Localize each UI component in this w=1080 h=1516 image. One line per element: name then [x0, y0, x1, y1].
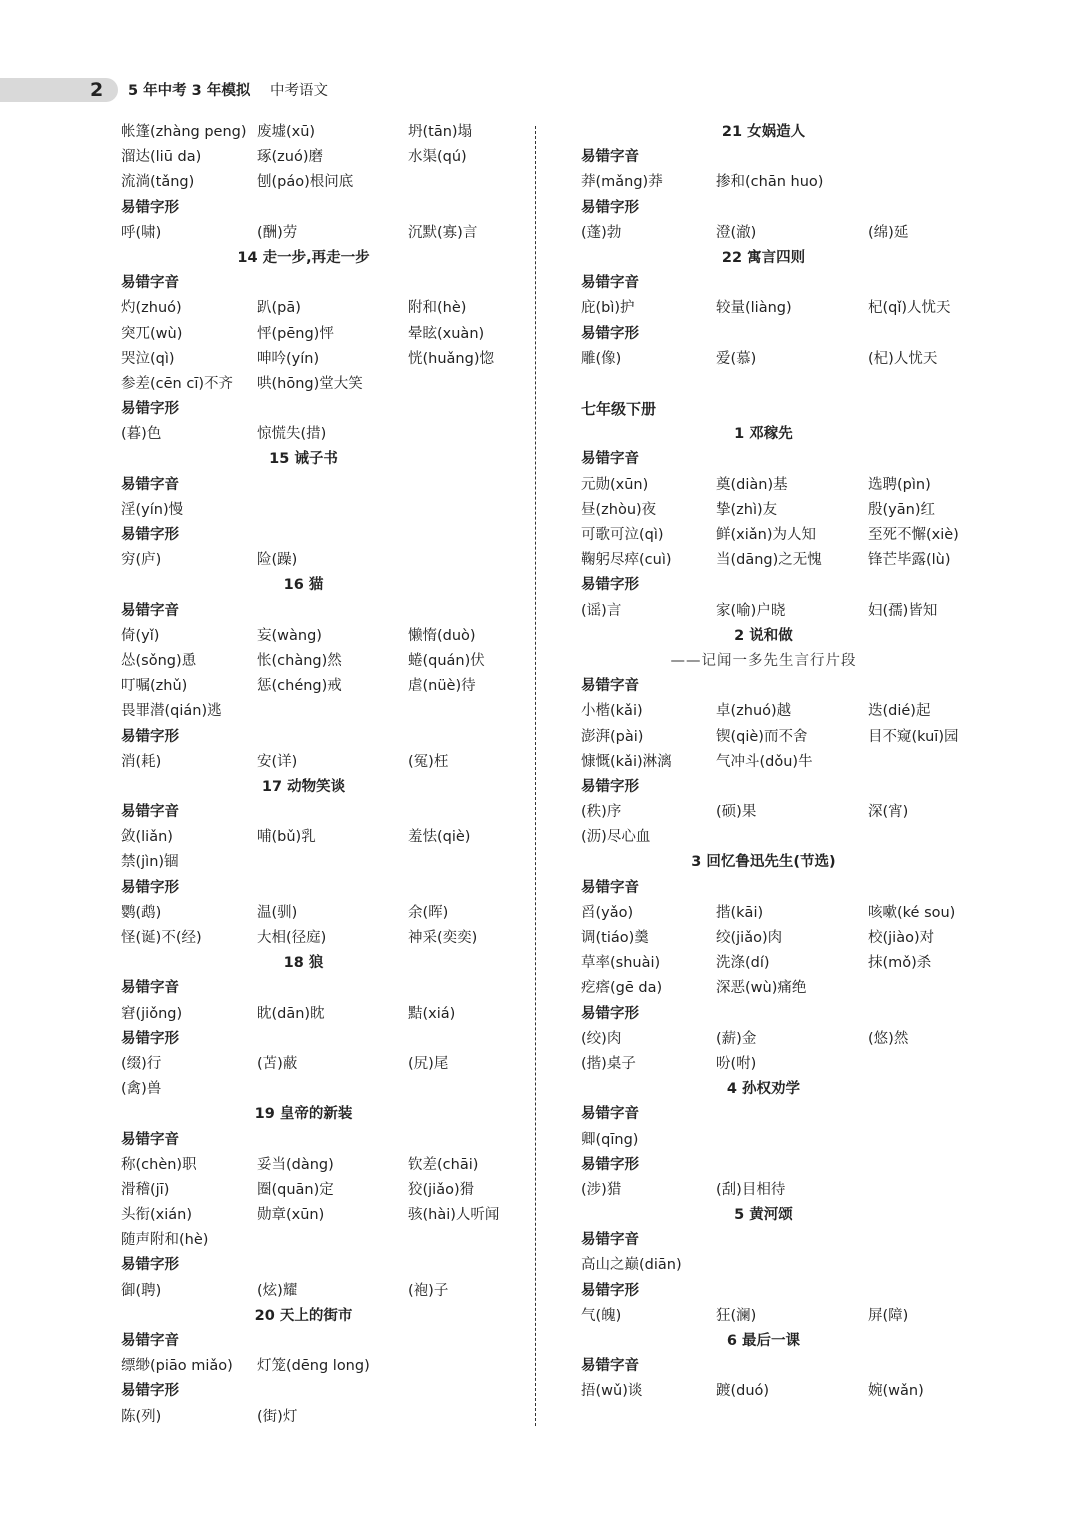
vocab-item: 废墟(xū)	[257, 124, 316, 140]
page-header	[0, 78, 1080, 104]
vocab-item: 至死不懈(xiè)	[868, 527, 959, 543]
section-label: 易错字音	[121, 275, 179, 292]
vocab-row	[581, 976, 1001, 1001]
vocab-row	[121, 1279, 541, 1304]
vocab-item: (街)灯	[257, 1408, 298, 1425]
vocab-row	[581, 750, 1001, 775]
vocab-item: 惩(chéng)戒	[257, 678, 342, 695]
vocab-item: (缀)行	[121, 1055, 162, 1072]
lesson-title: 19 皇帝的新装	[254, 1106, 353, 1123]
section-label: 易错字形	[581, 1282, 639, 1299]
vocab-item: 殷(yān)红	[868, 501, 935, 518]
vocab-row	[581, 1379, 1001, 1404]
vocab-item: 温(驯)	[257, 904, 298, 921]
vocab-row	[121, 1052, 541, 1077]
vocab-row	[121, 498, 541, 523]
vocab-row	[121, 1077, 541, 1102]
vocab-item: 帐篷(zhàng peng)	[121, 124, 247, 140]
vocab-item: 小楷(kǎi)	[581, 703, 643, 720]
vocab-item: 钦差(chāi)	[408, 1156, 479, 1173]
vocab-item: (蓬)勃	[581, 224, 622, 241]
section-label: 易错字形	[121, 199, 179, 216]
vocab-item: 舀(yǎo)	[581, 904, 634, 921]
vocab-item: 沉默(寡)言	[408, 224, 478, 241]
vocab-item: 狡(jiǎo)猾	[408, 1181, 475, 1198]
vocab-item: 莽(mǎng)莽	[581, 174, 663, 191]
vocab-item: 调(tiáo)羹	[581, 930, 649, 946]
vocab-item: (酬)劳	[257, 224, 298, 241]
vocab-item: 雕(像)	[581, 350, 622, 367]
vocab-item: 神采(奕奕)	[408, 930, 478, 946]
vocab-item: 奠(diàn)基	[716, 476, 788, 493]
vocab-item: 爱(慕)	[716, 350, 757, 367]
vocab-item: (尻)尾	[408, 1055, 449, 1072]
vocab-item: (禽)兽	[121, 1081, 162, 1098]
vocab-item: 趴(pā)	[257, 300, 301, 317]
vocab-item: 可歌可泣(qì)	[581, 527, 664, 543]
lesson-title: 5 黄河颂	[734, 1207, 793, 1224]
section-label: 易错字形	[121, 879, 179, 896]
vocab-item: 气冲斗(dǒu)牛	[716, 753, 813, 770]
lesson-title: 4 孙权劝学	[726, 1081, 801, 1098]
vocab-item: 卓(zhuó)越	[716, 703, 792, 720]
vocab-row	[121, 145, 541, 170]
vocab-row	[121, 1228, 541, 1253]
vocab-row	[581, 1027, 1001, 1052]
vocab-item: 庇(bì)护	[581, 300, 635, 317]
vocab-row	[581, 901, 1001, 926]
vocab-row	[581, 498, 1001, 523]
section-label: 易错字形	[121, 1383, 179, 1400]
vocab-row	[121, 1354, 541, 1379]
vocab-item: 滑稽(jī)	[121, 1181, 170, 1198]
vocab-item: (暮)色	[121, 426, 162, 443]
vocab-row	[581, 825, 1001, 850]
vocab-item: 慷慨(kǎi)淋漓	[581, 753, 672, 770]
section-label: 易错字形	[121, 728, 179, 745]
vocab-item: 昼(zhòu)夜	[581, 501, 657, 518]
vocab-item: 哺(bǔ)乳	[257, 829, 316, 846]
lesson-title: 20 天上的街市	[254, 1307, 353, 1324]
vocab-item: 余(晖)	[408, 904, 449, 921]
vocab-item: 敛(liǎn)	[121, 829, 173, 846]
vocab-item: (悠)然	[868, 1030, 909, 1047]
vocab-item: 叮嘱(zhǔ)	[121, 678, 188, 695]
section-label: 易错字音	[121, 1333, 179, 1349]
section-label: 易错字形	[581, 1156, 639, 1173]
vocab-item: 气(魄)	[581, 1307, 622, 1324]
section-label: 易错字形	[581, 325, 639, 342]
vocab-row	[121, 347, 541, 372]
vocab-item: 迭(dié)起	[868, 703, 931, 720]
vocab-item: 高山之巅(diān)	[581, 1257, 682, 1274]
vocab-item: 元勋(xūn)	[581, 476, 649, 493]
lesson-title: 1 邓稼先	[734, 426, 793, 443]
vocab-item: 窘(jiǒng)	[121, 1005, 183, 1022]
vocab-item: 陈(列)	[121, 1408, 162, 1425]
vocab-item: (冤)枉	[408, 753, 449, 770]
section-label: 易错字音	[581, 678, 639, 695]
vocab-row	[121, 1153, 541, 1178]
section-label: 易错字音	[581, 1232, 639, 1249]
vocab-item: 妇(孺)皆知	[868, 602, 938, 619]
vocab-item: 卿(qīng)	[581, 1131, 639, 1148]
vocab-row	[581, 1253, 1001, 1278]
vocab-item: 穷(庐)	[121, 552, 162, 569]
vocab-row	[121, 926, 541, 951]
vocab-row	[581, 170, 1001, 195]
vocab-row	[121, 750, 541, 775]
vocab-item: 水渠(qú)	[408, 149, 467, 166]
vocab-row	[121, 649, 541, 674]
vocab-item: 坍(tān)塌	[408, 124, 473, 140]
vocab-row	[121, 170, 541, 195]
vocab-row	[121, 901, 541, 926]
section-label: 易错字音	[581, 1106, 639, 1123]
vocab-item: 深恶(wù)痛绝	[716, 980, 807, 997]
vocab-item: 绞(jiǎo)肉	[716, 930, 783, 946]
vocab-item: 妥当(dàng)	[257, 1156, 334, 1173]
vocab-item: 踱(duó)	[716, 1383, 770, 1400]
vocab-row	[121, 1405, 541, 1430]
vocab-row	[581, 523, 1001, 548]
vocab-item: (揩)桌子	[581, 1055, 636, 1072]
section-label: 易错字形	[581, 577, 639, 594]
vocab-item: 深(宵)	[868, 804, 909, 821]
vocab-item: 草率(shuài)	[581, 955, 661, 972]
vocab-row	[121, 221, 541, 246]
vocab-item: 倚(yǐ)	[121, 627, 160, 644]
vocab-item: 附和(hè)	[408, 300, 467, 317]
vocab-row	[121, 296, 541, 321]
vocab-item: 哭泣(qì)	[121, 350, 175, 367]
lesson-title: 14 走一步,再走一步	[237, 249, 370, 266]
vocab-row	[581, 347, 1001, 372]
vocab-item: 懒惰(duò)	[408, 627, 476, 644]
vocab-item: 呼(啸)	[121, 224, 162, 241]
vocab-item: 蜷(quán)伏	[408, 652, 485, 669]
vocab-item: 禁(jìn)锢	[121, 854, 179, 871]
vocab-item: 怅(chàng)然	[257, 652, 342, 669]
vocab-item: 疙瘩(gē da)	[581, 980, 663, 997]
lesson-title: 21 女娲造人	[721, 124, 806, 140]
vocab-item: (杞)人忧天	[868, 350, 938, 367]
vocab-item: 抹(mǒ)杀	[868, 955, 932, 972]
vocab-item: 鲜(xiǎn)为人知	[716, 527, 816, 543]
vocab-item: (绵)延	[868, 224, 909, 241]
vocab-item: 怪(诞)不(经)	[121, 930, 202, 946]
vocab-item: 黠(xiá)	[408, 1005, 456, 1022]
vocab-item: 呻吟(yín)	[257, 350, 320, 367]
vocab-item: (刮)目相待	[716, 1181, 786, 1198]
vocab-item: 安(详)	[257, 753, 298, 770]
vocab-item: (袍)子	[408, 1282, 449, 1299]
vocab-item: (沥)尽心血	[581, 829, 651, 846]
vocab-row	[121, 322, 541, 347]
lesson-title: 18 狼	[283, 955, 324, 972]
vocab-item: (炫)耀	[257, 1282, 298, 1299]
vocab-item: 目不窥(kuī)园	[868, 728, 959, 745]
section-label: 易错字音	[581, 451, 639, 468]
vocab-row	[581, 473, 1001, 498]
vocab-item: 晕眩(xuàn)	[408, 325, 485, 342]
vocab-item: 挚(zhì)友	[716, 501, 778, 518]
vocab-item: (薪)金	[716, 1030, 757, 1047]
subject-label: 中考语文	[270, 83, 328, 99]
vocab-row	[121, 850, 541, 875]
section-label: 易错字音	[121, 476, 179, 493]
section-label: 易错字形	[121, 527, 179, 543]
vocab-row	[581, 296, 1001, 321]
vocab-item: 圈(quān)定	[257, 1181, 334, 1198]
vocab-item: (绞)肉	[581, 1030, 622, 1047]
left-column	[121, 120, 541, 1430]
vocab-item: 参差(cēn cī)不齐	[121, 375, 234, 392]
vocab-item: 捂(wǔ)谈	[581, 1383, 643, 1400]
section-label: 易错字音	[581, 879, 639, 896]
book-title: 5 年中考 3 年模拟	[128, 83, 251, 99]
section-label: 易错字形	[121, 1257, 179, 1274]
vocab-row	[581, 725, 1001, 750]
vocab-row	[121, 1203, 541, 1228]
vocab-row	[581, 599, 1001, 624]
vocab-row	[581, 926, 1001, 951]
vocab-item: 灯笼(dēng long)	[257, 1358, 370, 1375]
section-label: 易错字形	[121, 401, 179, 418]
vocab-row	[581, 1304, 1001, 1329]
vocab-item: 锲(qiè)而不舍	[716, 728, 808, 745]
section-label: 易错字音	[121, 602, 179, 619]
vocab-row	[121, 825, 541, 850]
spacer	[581, 372, 1001, 397]
vocab-item: 掺和(chān huo)	[716, 174, 824, 191]
vocab-item: 家(喻)户晓	[716, 602, 786, 619]
vocab-item: 随声附和(hè)	[121, 1232, 209, 1249]
vocab-item: (苫)蔽	[257, 1055, 298, 1072]
vocab-item: 咳嗽(ké sou)	[868, 904, 956, 921]
vocab-item: 选聘(pìn)	[868, 476, 931, 493]
vocab-row	[581, 951, 1001, 976]
lesson-title: 3 回忆鲁迅先生(节选)	[691, 854, 836, 871]
vocab-row	[121, 624, 541, 649]
vocab-item: 揩(kāi)	[716, 904, 764, 921]
vocab-row	[121, 120, 541, 145]
vocab-row	[121, 1002, 541, 1027]
vocab-item: 杞(qǐ)人忧天	[868, 300, 951, 317]
vocab-item: 妄(wàng)	[257, 627, 322, 644]
section-label: 易错字音	[581, 149, 639, 166]
vocab-row	[581, 221, 1001, 246]
vocab-item: 鞠躬尽瘁(cuì)	[581, 552, 672, 569]
vocab-item: 畏罪潜(qián)逃	[121, 703, 222, 720]
vocab-item: 骇(hài)人听闻	[408, 1207, 500, 1224]
vocab-item: 突兀(wù)	[121, 325, 183, 342]
section-label: 易错字音	[121, 804, 179, 821]
vocab-item: 锋芒毕露(lù)	[868, 552, 951, 569]
vocab-row	[581, 1178, 1001, 1203]
vocab-item: (秩)序	[581, 804, 622, 821]
vocab-item: 洗涤(dí)	[716, 955, 770, 972]
vocab-row	[121, 422, 541, 447]
lesson-title: 17 动物笑谈	[261, 778, 346, 795]
section-label: 易错字形	[581, 1005, 639, 1022]
vocab-item: 屏(障)	[868, 1307, 909, 1324]
vocab-row	[121, 1178, 541, 1203]
lesson-title: 22 寓言四则	[721, 249, 806, 266]
vocab-item: 灼(zhuó)	[121, 300, 182, 317]
vocab-item: 缥缈(piāo miǎo)	[121, 1358, 233, 1375]
vocab-item: 淫(yín)慢	[121, 501, 184, 518]
lesson-title: 15 诫子书	[269, 451, 338, 468]
vocab-row	[581, 699, 1001, 724]
vocab-item: 恍(huǎng)惚	[408, 350, 494, 367]
vocab-item: 当(dāng)之无愧	[716, 552, 822, 569]
vocab-item: 较量(liàng)	[716, 300, 792, 317]
vocab-item: 眈(dān)眈	[257, 1005, 325, 1022]
vocab-item: 惊慌失(措)	[257, 426, 327, 443]
vocab-row	[121, 548, 541, 573]
vocab-item: 琢(zuó)磨	[257, 149, 323, 166]
vocab-item: 消(耗)	[121, 753, 162, 770]
section-label: 易错字形	[121, 1030, 179, 1047]
vocab-item: (涉)猎	[581, 1181, 622, 1198]
vocab-row	[581, 1052, 1001, 1077]
vocab-item: 勋章(xūn)	[257, 1207, 325, 1224]
section-label: 易错字音	[121, 1131, 179, 1148]
section-label: 易错字形	[581, 778, 639, 795]
vocab-item: 怦(pēng)怦	[257, 325, 334, 342]
vocab-row	[121, 674, 541, 699]
grade-heading: 七年级下册	[581, 400, 657, 419]
vocab-item: 溜达(liū da)	[121, 149, 202, 166]
vocab-item: (硕)果	[716, 804, 757, 821]
vocab-row	[121, 699, 541, 724]
vocab-item: 校(jiào)对	[868, 930, 935, 946]
lesson-title: 16 猫	[283, 577, 324, 594]
vocab-row	[581, 1128, 1001, 1153]
vocab-item: 流淌(tǎng)	[121, 174, 195, 191]
vocab-item: 狂(澜)	[716, 1307, 757, 1324]
section-label: 易错字形	[581, 199, 639, 216]
vocab-item: 御(聘)	[121, 1282, 162, 1299]
vocab-item: 虐(nüè)待	[408, 678, 476, 695]
vocab-item: 头衔(xián)	[121, 1207, 192, 1224]
section-label: 易错字音	[581, 275, 639, 292]
vocab-item: 澄(澈)	[716, 224, 757, 241]
vocab-item: 大相(径庭)	[257, 930, 327, 946]
vocab-row	[581, 548, 1001, 573]
vocab-item: 怂(sǒng)恿	[121, 652, 197, 669]
vocab-item: 羞怯(qiè)	[408, 829, 471, 846]
vocab-item: 险(躁)	[257, 552, 298, 569]
lesson-title: 2 说和做	[734, 627, 793, 644]
vocab-row	[581, 800, 1001, 825]
page-number: 2	[90, 79, 104, 101]
vocab-item: 哄(hōng)堂大笑	[257, 375, 363, 392]
vocab-item: (谣)言	[581, 602, 622, 619]
vocab-item: 鹦(鹉)	[121, 904, 162, 921]
vocab-item: 婉(wǎn)	[868, 1383, 924, 1400]
right-column	[581, 120, 1001, 1405]
lesson-title: 6 最后一课	[726, 1333, 801, 1349]
vocab-item: 澎湃(pài)	[581, 728, 644, 745]
lesson-subtitle: ——记闻一多先生言行片段	[670, 652, 857, 669]
vocab-item: 刨(páo)根问底	[257, 174, 354, 191]
section-label: 易错字音	[121, 980, 179, 997]
vocab-item: 吩(咐)	[716, 1055, 757, 1072]
vocab-item: 称(chèn)职	[121, 1156, 197, 1173]
section-label: 易错字音	[581, 1358, 639, 1375]
vocab-row	[121, 372, 541, 397]
